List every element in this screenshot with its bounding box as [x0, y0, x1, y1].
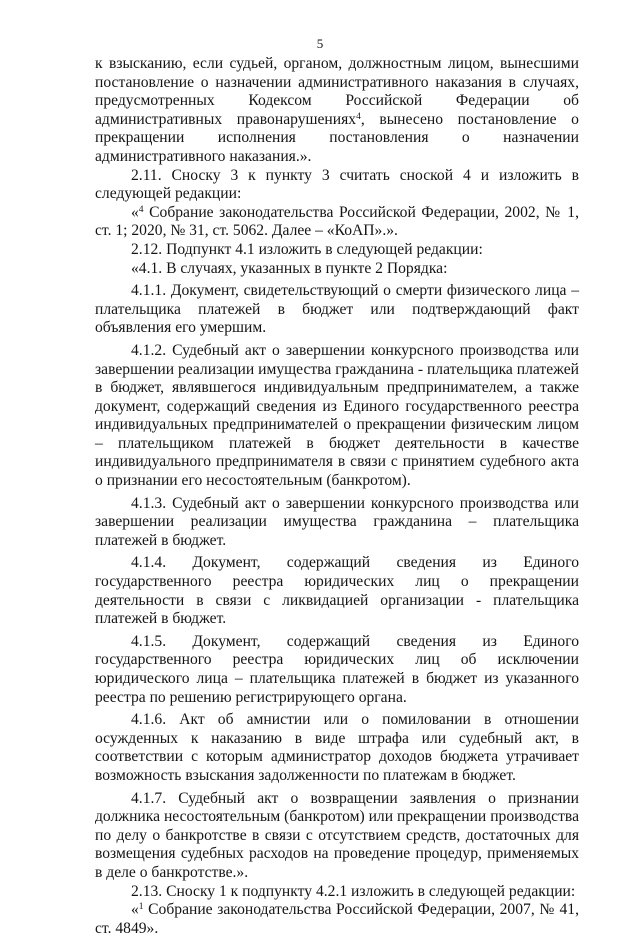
paragraph-4-1-1 — [95, 282, 579, 338]
paragraph-text-continued: Собрание законодательства Российской Федерации, 2007, № 41, ст. 4849». — [95, 901, 579, 937]
paragraph-text: 4.1.2. Судебный акт о завершении конкурсного производства или завершении реализации имущества гражданина - плательщика платежей в бюджет, являвшегося индивидуальным предпринимателем, а также документ, содержащий сведения из Единого государственного реестра индивидуальных предпринимателей о прекращении физическим лицом – плательщиком платежей в бюджет деятельности в качестве индивидуального предпринимателя в связи с принятием судебного акта о признании его несостоятельным (банкротом). — [95, 341, 579, 490]
paragraph-cont-start — [95, 55, 579, 167]
paragraph-4-1-6 — [95, 711, 579, 785]
footnote-mark: 4 — [138, 204, 144, 215]
paragraph-text-continued: Собрание законодательства Российской Федерации, 2002, № 1, ст. 1; 2020, № 31, ст. 5062. Далее – «КоАП».». — [95, 203, 579, 240]
paragraph-text: 2.12. Подпункт 4.1 изложить в следующей редакции: — [131, 240, 483, 258]
paragraph-4-1-2 — [95, 342, 579, 491]
paragraph-2-13 — [95, 883, 579, 902]
paragraph-2-12 — [95, 241, 579, 260]
page-number: 5 — [316, 36, 324, 51]
paragraph-4-1-7 — [95, 790, 579, 883]
paragraph-text: «4.1. В случаях, указанных в пункте 2 Порядка: — [131, 259, 448, 277]
paragraph-footnote-4 — [95, 204, 579, 241]
footnote-mark: 1 — [138, 902, 144, 913]
paragraph-text: 4.1.3. Судебный акт о завершении конкурсного производства или завершении реализации имущества гражданина – плательщика платежей в бюджет. — [95, 494, 579, 549]
paragraph-4-1 — [95, 260, 579, 279]
paragraph-text: « — [131, 203, 139, 221]
paragraph-text: 2.13. Сноску 1 к подпункту 4.2.1 изложить в следующей редакции: — [131, 882, 576, 900]
paragraph-text-continued: , вынесено постановление о прекращении исполнения постановления о назначении административного наказания.». — [95, 110, 579, 165]
paragraph-4-1-5 — [95, 633, 579, 707]
paragraph-4-1-4 — [95, 554, 579, 628]
paragraph-text: 4.1.7. Судебный акт о возвращении заявления о признании должника несостоятельным (банкротом) или прекращении производства по делу о банкротстве в связи с отсутствием средств, достаточных для возмещения судебных расходов на проведение процедур, применяемых в деле о банкротстве.». — [95, 789, 579, 881]
paragraph-text: к взысканию, если судьей, органом, должностным лицом, вынесшими постановление о назначении административного наказания в случаях, предусмотренных Кодексом Российской Федерации об административных правонарушениях — [95, 55, 579, 128]
paragraph-text: 4.1.1. Документ, свидетельствующий о смерти физического лица – плательщика платежей в бюджет или подтверждающий факт объявления его умершим. — [95, 282, 579, 337]
paragraph-4-1-3 — [95, 495, 579, 551]
paragraph-text: « — [131, 901, 139, 919]
paragraph-text: 2.11. Сноску 3 к пункту 3 считать сноской 4 и изложить в следующей редакции: — [95, 166, 579, 203]
paragraph-text: 4.1.6. Акт об амнистии или о помиловании в отношении осужденных к наказанию в виде штрафа или судебный акт, в соответствии с которым администратор доходов бюджета утрачивает возможность взыскания задолженности по платежам в бюджет. — [95, 711, 579, 784]
document-body — [95, 55, 579, 938]
paragraph-2-11 — [95, 167, 579, 204]
paragraph-footnote-1 — [95, 901, 579, 938]
footnote-mark: 4 — [356, 111, 361, 122]
paragraph-text: 4.1.4. Документ, содержащий сведения из Единого государственного реестра юридических лиц о прекращении деятельности в связи с ликвидацией организации - плательщика платежей в бюджет. — [95, 554, 579, 628]
paragraph-text: 4.1.5. Документ, содержащий сведения из Единого государственного реестра юридических лиц об исключении юридического лица – плательщика платежей в бюджет из указанного реестра по решению регистрирующего органа. — [95, 632, 579, 706]
